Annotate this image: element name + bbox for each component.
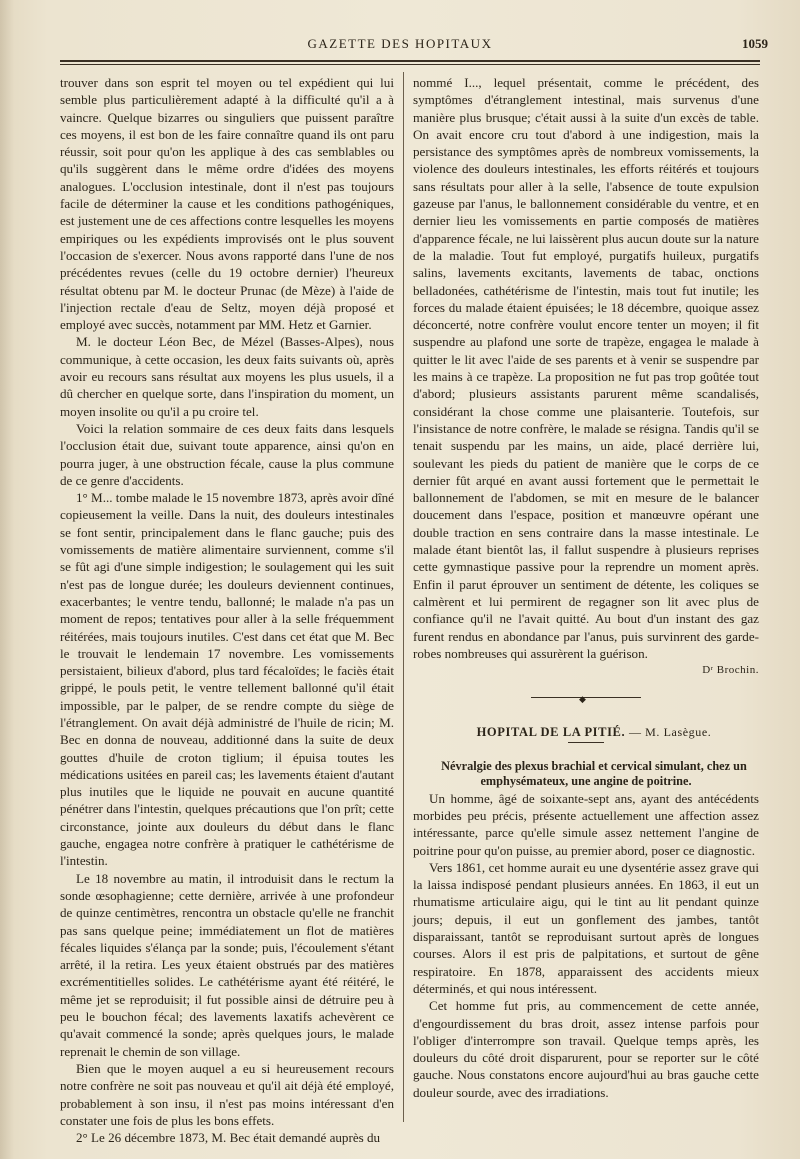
paragraph: Le 18 novembre au matin, il introduisit dans le rectum la sonde œsophagienne; cette dernière, arrivée à une profondeur de quinze centimètres, rencontra un obstacle qu'elle ne franchit pas sans quelque peine; immédiatement un flot de matières fécales liquides s'élança par la sonde; puis, l'écoulement s'étant arrêté, il la retira. Les yeux étaient obstrués par des matières excrémentitielles solides. Le cathétérisme ayant été réitéré, le même jet se reproduisit; il fut possible ainsi de détruire peu à peu le bouchon fécal; des lavements laxatifs achevèrent ce qu'avait commencé la sonde; après quelques jours, le malade reprenait le chemin de son village.: [60, 870, 394, 1059]
column-divider: [403, 72, 404, 1122]
service-chief: — M. Lasègue.: [628, 725, 712, 740]
right-column: [413, 74, 759, 1101]
section-separator: [531, 694, 641, 705]
paragraph: nommé I..., lequel présentait, comme le précédent, des symptômes d'étranglement intestinal, mais survenus d'une manière plus brusque; c'était aussi à la suite d'un excès de table. On avait encore cru tout d'abord à une indigestion, mais la persistance des symptômes après de nombreux vomissements, la violence des douleurs intestinales, les efforts réitérés et toujours sans résultats pour aller à la selle, l'absence de toute expulsion gazeuse par l'anus, le ballonnement considérable du ventre, et en dernier lieu les vomissements en partie composés de matières d'apparence fécale, ne lui laissèrent plus aucun doute sur la nature de la maladie. Tout fut employé, purgatifs huileux, purgatifs salins, lavements excitants, lavements de tabac, onctions belladonées, cathétérisme de l'intestin, mais tout fut inutile; les forces du malade étaient épuisées; le 18 décembre, quoique assez déconcerté, notre confrère voulut encore tenter un moyen; il fit suspendre au plafond une sorte de trapèze, engagea le malade à quitter le lit avec l'aide de ses parents et à venir se suspendre par les mains à ce trapèze. La proposition ne fut pas trop goûtée tout d'abord; plusieurs assistants parurent même scandalisés, considérant la chose comme une plaisanterie. Toutefois, sur l'insistance de notre confrère, le malade se résigna. Tandis qu'il se tenait suspendu par les mains, un aide, placé derrière lui, soulevant les pieds du patient de manière que le corps de ce dernier fût arqué en avant aussi fortement que le permettait le ballonnement de l'abdomen, se mit en mesure de le balancer doucement dans l'espace, position et manœuvre opérant une double traction en sens contraire dans la masse intestinale. Le malade étant bientôt las, il fallut suspendre à plusieurs reprises cette gymnastique passive pour la reprendre un moment après. Enfin il parut éprouver un sentiment de détente, les coliques se calmèrent et lui permirent de regagner son lit avec plus de confiance qu'il ne l'avait quitté. Au bout d'un instant des gaz furent rendus en abondance par l'anus, puis survinrent des garde-robes nombreuses qui assurèrent la guérison.: [413, 75, 759, 661]
page-edge-shadow: [0, 0, 14, 1159]
paragraph: Cet homme fut pris, au commencement de cette année, d'engourdissement du bras droit, assez intense parfois pour l'obliger d'interrompre son travail. Quelque temps après, les douleurs du côté droit disparurent, pour se reporter sur le côté gauche. Nous constatons encore aujourd'hui au bras gauche cette douleur sourde, avec des irradiations.: [413, 998, 759, 1100]
section-heading: [413, 724, 759, 741]
hospital-name: HOPITAL DE LA PITIÉ.: [476, 725, 626, 740]
author-signature: Dʳ Brochin.: [702, 664, 759, 677]
left-column: [60, 74, 394, 1146]
paragraph: Bien que le moyen auquel a eu si heureusement recours notre confrère ne soit pas nouveau et qu'il ait déjà été employé, probablement à son insu, il n'est pas moins intéressant d'en constater une fois de plus les bons effets.: [60, 1060, 394, 1128]
paragraph: 1° M... tombe malade le 15 novembre 1873, après avoir dîné copieusement la veille. Dans la nuit, des douleurs intestinales se font sentir, principalement dans le flanc gauche; puis des vomissements de matière alimentaire surviennent, comme s'il se fût agi d'une simple indigestion; le soulagement qui les suit n'est pas de longue durée; les douleurs deviennent continues, exacerbantes; le ventre tendu, ballonné; le malade n'a pas un moment de repos; tentatives pour aller à la selle fréquemment réitérées, mais toujours inutiles. C'est dans cet état que M. Bec le trouvait le lendemain 17 novembre. Les vomissements persistaient, bilieux d'abord, plus tard fécaloïdes; le faciès était grippé, le pouls petit, le ventre tellement ballonné qu'il était impossible, par le palper, de se rendre compte du siège de l'étranglement. On avait déjà administré de l'huile de ricin; M. Bec en donna de nouveau, additionné dans la suite de deux gouttes d'huile de croton tiglium; il épuisa toutes les médications usitées en pareil cas; les lavements étaient d'autant plus inutiles que le liquide ne pouvait en aucune quantité pénétrer dans l'intestin, quelques précautions que l'on prît; cette circonstance, jointe aux douleurs du début dans le flanc gauche, engagea notre confrère à pratiquer le cathétérisme de l'intestin.: [60, 490, 394, 869]
header-rule: [60, 60, 760, 62]
heading-rule: [568, 742, 604, 743]
paragraph: 2° Le 26 décembre 1873, M. Bec était demandé auprès du: [76, 1130, 381, 1146]
paragraph: trouver dans son esprit tel moyen ou tel expédient qui lui semble plus particulièrement adapté à la difficulté qu'il a à vaincre. Quelque bizarres ou singuliers que puissent paraître ces moyens, il est bon de les faire connaître quand ils ont paru réussir, soit pour qu'on les applique à des cas semblables ou qu'ils suggèrent dans le même ordre d'idées des moyens analogues. L'occlusion intestinale, dont il n'est pas toujours facile de déterminer la cause et les conditions pathogéniques, est justement une de ces affections contre lesquelles les moyens empiriques ou les expédients improvisés ont le plus souvent l'occasion de s'exercer. Nous avons rapporté dans l'une de nos précédentes revues (celle du 19 octobre dernier) l'heureux résultat obtenu par M. le docteur Prunac (de Mèze) à l'aide de l'injection rectale d'eau de Seltz, moyen déjà proposé et employé avec succès, notamment par MM. Hetz et Garnier.: [60, 75, 394, 333]
paragraph: Un homme, âgé de soixante-sept ans, ayant des antécédents morbides peu précis, présente actuellement une affection assez intéressante, parce qu'elle simule assez nettement l'angine de poitrine pour qu'on puisse, au premier abord, poser ce diagnostic.: [413, 790, 759, 858]
paragraph: M. le docteur Léon Bec, de Mézel (Basses-Alpes), nous communique, à cette occasion, les deux faits suivants où, après avoir eu recours sans résultat aux moyens les plus usuels, il a dû chercher en quelque sorte, dans l'inspiration du moment, un moyen insolite ou qu'il a pu croire tel.: [60, 334, 394, 419]
paragraph: Vers 1861, cet homme aurait eu une dysentérie assez grave qui la laissa indisposé pendant plusieurs années. En 1863, il eut un rhumatisme articulaire aigu, qui le tint au lit pendant quinze jours; depuis, il eut un gonflement des jambes, tantôt disparaissant, tantôt se reproduisant surtout après de longues courses. Alors il est pris de palpitations, et surtout de gêne respiratoire. En 1878, apparaissent des accidents mieux déterminés, et qui nous intéressent.: [413, 859, 759, 996]
separator-ornament-icon: ◆: [579, 694, 586, 705]
journal-title: GAZETTE DES HOPITAUX: [307, 36, 493, 51]
paragraph: Voici la relation sommaire de ces deux faits dans lesquels l'occlusion était due, suivant toute apparence, ainsi qu'on en pourra juger, à une obstruction fécale, cause la plus commune de ce genre d'accidents.: [60, 420, 394, 488]
article-title: Névralgie des plexus brachial et cervical simulant, chez un emphysémateux, une angine de poitrine.: [441, 758, 747, 789]
page-number: 1059: [742, 36, 768, 51]
page-header: [0, 36, 800, 60]
header-rule-thin: [60, 64, 760, 65]
